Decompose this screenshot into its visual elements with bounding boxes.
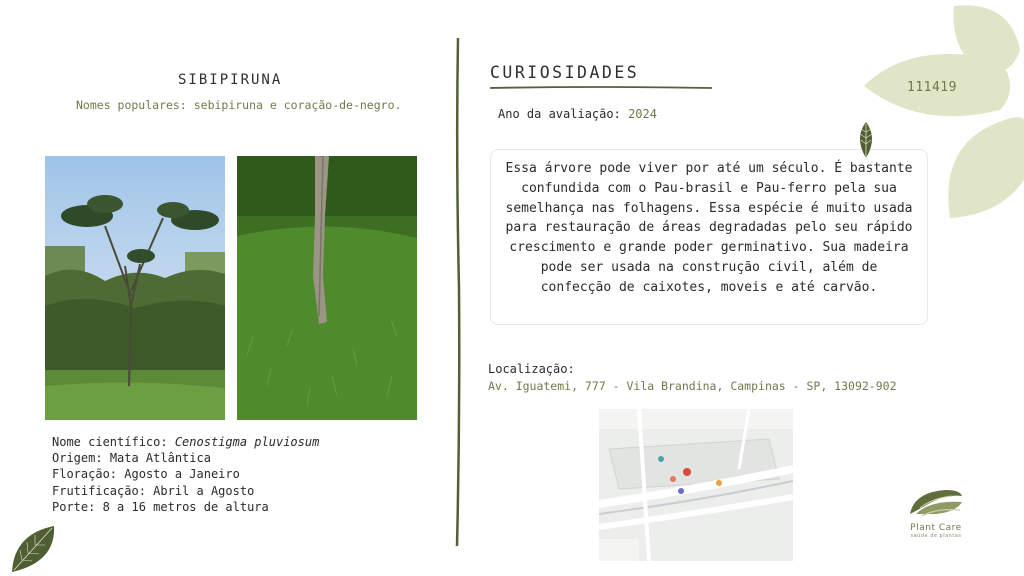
flowering-value: Agosto a Janeiro (124, 467, 240, 482)
species-facts (52, 434, 319, 515)
curiosities-text: Essa árvore pode viver por até um século. É bastante confundida com o Pau-brasil e Pau-ferro pela sua semelhança nas folhagens. Essa espécie é muito usada para restauração de áreas degradadas pelo seu rápido crescimento e grande poder germinativo. Sua madeira pode ser usada na construção civil, além de confecção de caixotes, moveis e até carvão. (505, 161, 913, 295)
location-label: Localização: (488, 362, 575, 376)
flowering-row: Floração: Agosto a Janeiro (52, 467, 240, 482)
location-address: Av. Iguatemi, 777 - Vila Brandina, Campinas - SP, 13092-902 (488, 379, 897, 393)
popular-names-label: Nomes populares: (76, 98, 187, 112)
plant-care-logo-icon (906, 486, 966, 518)
species-name: SIBIPIRUNA (178, 72, 283, 88)
origin-value: Mata Atlântica (109, 451, 211, 466)
scientific-name-row: Nome científico: Cenostigma pluviosum (52, 435, 320, 449)
corner-leaf-icon (8, 522, 58, 576)
curiosities-title: CURIOSIDADES (490, 63, 640, 82)
year-label: Ano da avaliação: (498, 107, 621, 121)
popular-names-value: sebipiruna e coração-de-negro. (193, 98, 402, 112)
vertical-divider (452, 38, 464, 546)
trunk-photo (237, 156, 417, 420)
location-map[interactable] (599, 409, 793, 561)
title-underline (490, 85, 712, 91)
brand-logo (896, 486, 976, 539)
size-row: Porte: 8 a 16 metros de altura (52, 499, 269, 514)
year-value: 2024 (628, 107, 657, 121)
popular-names (76, 98, 401, 112)
origin-row: Origem: Mata Atlântica (52, 451, 211, 466)
evaluation-year (498, 107, 657, 121)
fruiting-value: Abril a Agosto (153, 483, 255, 498)
scientific-name: Cenostigma pluviosum (174, 435, 320, 449)
size-value: 8 a 16 metros de altura (102, 499, 269, 514)
brand-name: Plant Care (910, 523, 962, 533)
fruiting-row: Frutificação: Abril a Agosto (52, 483, 255, 498)
decorative-leaves (860, 0, 1024, 230)
tree-code: 111419 (907, 80, 957, 95)
brand-tagline: saúde de plantas (910, 533, 962, 539)
tree-photo (45, 156, 225, 420)
leaf-icon (854, 120, 878, 162)
